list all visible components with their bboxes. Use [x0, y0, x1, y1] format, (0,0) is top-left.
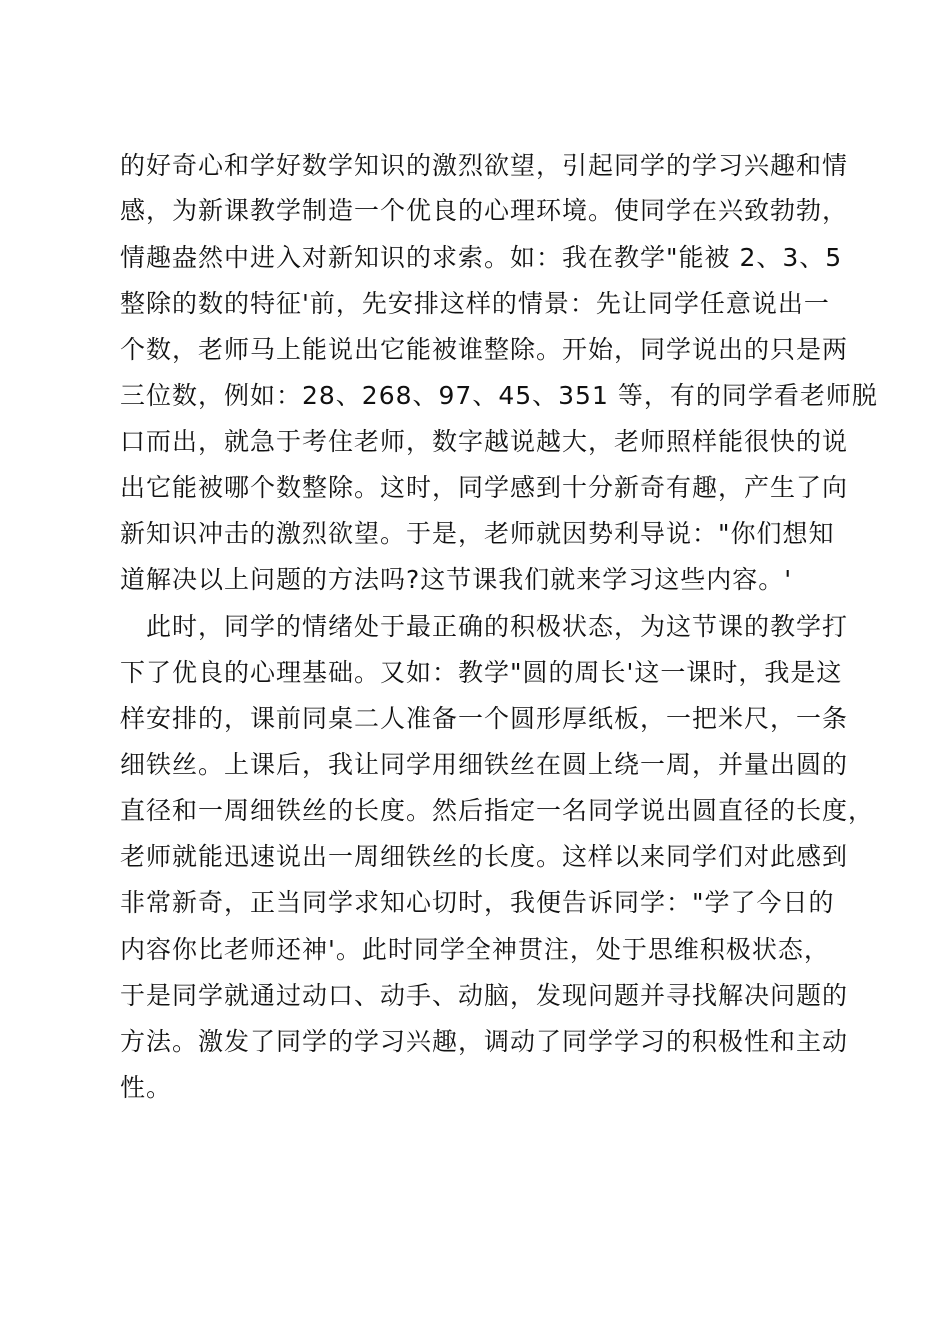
text-line: 样安排的，课前同桌二人准备一个圆形厚纸板，一把米尺，一条: [120, 704, 849, 733]
text-line: 性。: [120, 1073, 173, 1102]
text-line: 的好奇心和学好数学知识的激烈欲望，引起同学的学习兴趣和情: [120, 151, 849, 180]
text-line: 出它能被哪个数整除。这时，同学感到十分新奇有趣，产生了向: [120, 473, 849, 502]
text-line: 整除的数的特征'前，先安排这样的情景：先让同学任意说出一: [120, 289, 830, 318]
text-line: 情趣盎然中进入对新知识的求索。如：我在教学"能被 2、3、5: [120, 243, 843, 272]
text-line: 口而出，就急于考住老师，数字越说越大，老师照样能很快的说: [120, 427, 849, 456]
text-line: 感，为新课教学制造一个优良的心理环境。使同学在兴致勃勃，: [120, 196, 849, 225]
text-line: 道解决以上问题的方法吗?这节课我们就来学习这些内容。': [120, 565, 793, 594]
text-line: 内容你比老师还神'。此时同学全神贯注，处于思维积极状态，: [120, 935, 830, 964]
text-line: 于是同学就通过动口、动手、动脑，发现问题并寻找解决问题的: [120, 981, 849, 1010]
text-line: 三位数，例如：28、268、97、45、351 等，有的同学看老师脱: [120, 381, 878, 410]
text-line: 非常新奇，正当同学求知心切时，我便告诉同学："学了今日的: [120, 888, 835, 917]
text-line: 细铁丝。上课后，我让同学用细铁丝在圆上绕一周，并量出圆的: [120, 750, 849, 779]
text-line: 此时，同学的情绪处于最正确的积极状态，为这节课的教学打: [120, 612, 849, 641]
text-line: 直径和一周细铁丝的长度。然后指定一名同学说出圆直径的长度，: [120, 796, 875, 825]
text-line: 新知识冲击的激烈欲望。于是，老师就因势利导说："你们想知: [120, 519, 835, 548]
text-line: 下了优良的心理基础。又如：教学"圆的周长'这一课时，我是这: [120, 658, 843, 687]
text-line: 个数，老师马上能说出它能被谁整除。开始，同学说出的只是两: [120, 335, 849, 364]
text-line: 老师就能迅速说出一周细铁丝的长度。这样以来同学们对此感到: [120, 842, 849, 871]
text-line: 方法。激发了同学的学习兴趣，调动了同学学习的积极性和主动: [120, 1027, 849, 1056]
